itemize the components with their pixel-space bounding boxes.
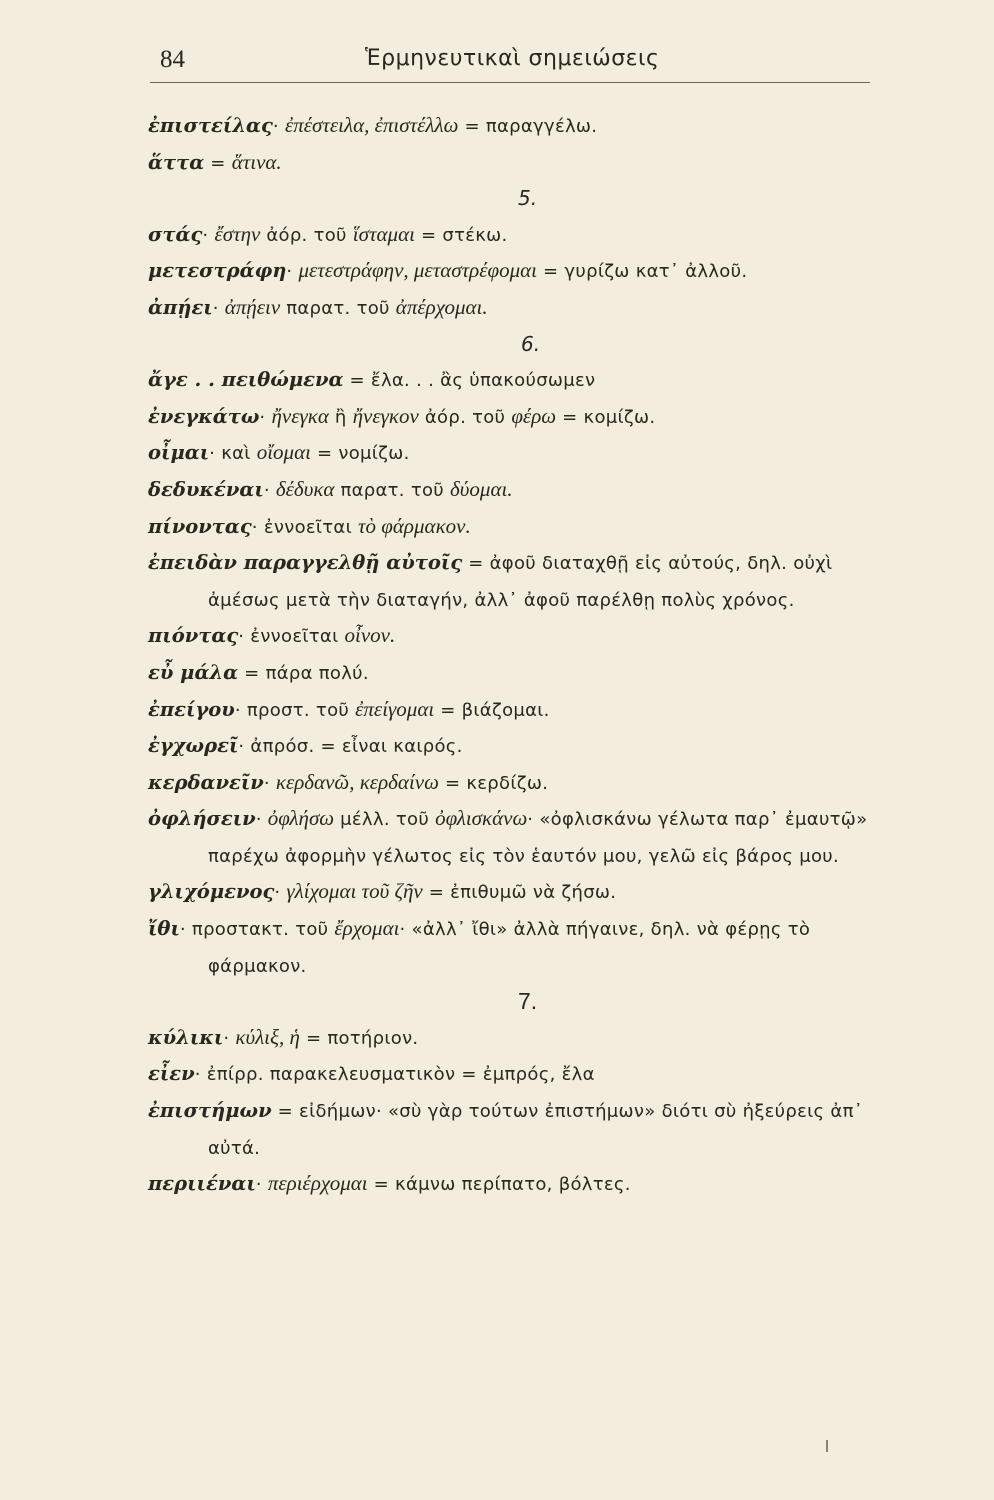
entry-gloss: · ἐπίρρ. παρακελευσματικὸν = ἐμπρός, ἔλα — [194, 1064, 595, 1086]
glossary-entry — [148, 765, 888, 802]
glossary-entry — [148, 728, 888, 765]
entry-gloss: = παραγγέλω. — [458, 116, 598, 137]
entry-greek-form: κερδανῶ, κερδαίνω — [275, 769, 439, 794]
entry-headword: ἀπῄει — [148, 295, 213, 319]
entry-gloss: = κομίζω. — [556, 406, 656, 428]
entry-gloss: παρατ. τοῦ — [334, 479, 451, 501]
entry-gloss: = νομίζω. — [310, 443, 410, 465]
entry-gloss: παρατ. τοῦ — [280, 297, 396, 319]
entry-headword: εἶεν — [148, 1062, 195, 1086]
entry-headword: κερδανεῖν — [148, 770, 264, 794]
glossary-entry — [148, 618, 888, 655]
entry-headword: ἐπείγου — [148, 697, 235, 721]
entry-gloss: · καὶ — [209, 443, 257, 465]
entry-greek-form: ὀφλήσω — [267, 806, 335, 831]
entry-gloss: = εἰδήμων· «σὺ γὰρ τούτων ἐπιστήμων» διότι σὺ ἠξεύρεις ἀπ᾽ αὐτά. — [208, 1101, 864, 1159]
entry-gloss: = γυρίζω κατ᾽ ἀλλοῦ. — [537, 261, 748, 283]
entry-headword: ἐπιστήμων — [148, 1099, 272, 1123]
glossary-entry — [148, 1056, 888, 1093]
entry-gloss: · — [212, 297, 225, 319]
entry-gloss: · ἀπρόσ. = εἶναι καιρός. — [238, 736, 463, 758]
glossary-entry — [148, 253, 888, 290]
page-number: 84 — [160, 46, 185, 73]
entry-greek-form: μετεστράφην, μεταστρέφομαι — [298, 258, 537, 283]
entry-gloss: = ἐπιθυμῶ νὰ ζήσω. — [422, 882, 617, 904]
entry-gloss: · — [259, 406, 272, 428]
entry-gloss: · — [286, 261, 299, 283]
glossary-entry — [148, 509, 888, 546]
entry-gloss: · — [263, 772, 276, 794]
entry-headword: ἐνεγκάτω — [148, 404, 260, 428]
glossary-entry — [148, 1166, 888, 1203]
entry-gloss: = ἀφοῦ διαταχθῇ εἰς αὐτούς, δηλ. οὐχὶ ἀμέσως μετὰ τὴν διαταγήν, ἀλλ᾽ ἀφοῦ παρέλθῃ πολὺς χρόνος. — [208, 553, 833, 611]
page-header — [150, 42, 870, 83]
glossary-entry — [148, 545, 888, 618]
entry-headword: πίνοντας — [148, 514, 252, 538]
entry-greek-form: οἶνον. — [344, 623, 396, 648]
entry-greek-form: ἀπέρχομαι. — [395, 294, 488, 319]
glossary-body — [148, 108, 888, 1203]
entry-greek-form: ἔστην — [214, 221, 261, 246]
entry-gloss: · ἐννοεῖται — [251, 516, 359, 538]
entry-gloss: · — [255, 809, 268, 831]
entry-headword: πιόντας — [148, 624, 239, 648]
entry-gloss: · — [223, 1027, 236, 1049]
entry-gloss: = — [204, 152, 232, 174]
entry-greek-form: ἅτινα. — [231, 149, 282, 174]
entry-greek-form: ἀπῄειν — [224, 294, 281, 319]
entry-greek-form: ἐπέστειλα, ἐπιστέλλω — [284, 113, 459, 137]
entry-gloss: μέλλ. τοῦ — [334, 809, 436, 831]
entry-headword: ὀφλήσειν — [148, 807, 256, 831]
entry-gloss: · — [272, 116, 285, 137]
glossary-entry — [148, 362, 888, 399]
entry-headword: ἐγχωρεῖ — [148, 734, 239, 758]
paper-speck — [826, 1440, 828, 1452]
glossary-entry — [148, 217, 888, 254]
glossary-entry — [148, 435, 888, 472]
entry-gloss: ἀόρ. τοῦ — [418, 406, 512, 428]
entry-greek-form: δέδυκα — [275, 476, 335, 501]
entry-headword: ἄγε . . πειθώμενα — [148, 368, 344, 392]
glossary-entry — [148, 399, 888, 436]
entry-greek-form: γλίχομαι τοῦ ζῆν — [286, 879, 423, 904]
entry-gloss: = πάρα πολύ. — [238, 662, 369, 684]
entry-gloss: · προστακτ. τοῦ — [179, 919, 335, 941]
entry-gloss: · «ἀλλ᾽ ἴθι» ἀλλὰ πήγαινε, δηλ. νὰ φέρῃς τὸ φάρμακον. — [208, 919, 811, 977]
glossary-entry — [148, 1020, 888, 1057]
glossary-entry — [148, 108, 888, 145]
glossary-entry — [148, 145, 888, 182]
entry-gloss: · «ὀφλισκάνω γέλωτα παρ᾽ ἐμαυτῷ» παρέχω ἀφορμὴν γέλωτος εἰς τὸν ἑαυτόν μου, γελῶ εἰς βάρος μου. — [208, 809, 868, 867]
entry-gloss: · ἐννοεῖται — [238, 626, 345, 648]
entry-greek-form: τὸ φάρμακον. — [358, 513, 471, 538]
glossary-entry — [148, 290, 888, 327]
entry-gloss: ἀόρ. τοῦ — [260, 224, 353, 246]
entry-gloss: · — [202, 224, 215, 246]
entry-headword: ἅττα — [148, 150, 205, 174]
entry-gloss: = στέκω. — [414, 224, 508, 246]
entry-gloss: ἢ — [328, 406, 353, 428]
entry-gloss: · — [263, 479, 276, 501]
entry-headword: δεδυκέναι — [148, 477, 264, 501]
entry-gloss: = βιάζομαι. — [434, 699, 550, 721]
entry-headword: μετεστράφη — [148, 259, 287, 283]
entry-gloss: · — [255, 1174, 268, 1196]
glossary-entry — [148, 1093, 888, 1166]
glossary-entry — [148, 874, 888, 911]
entry-headword: ἐπειδὰν παραγγελθῇ αὐτοῖς — [148, 551, 463, 575]
entry-gloss: = ποτήριον. — [299, 1027, 419, 1049]
running-title: Ἑρμηνευτικαὶ σημειώσεις — [365, 46, 660, 71]
entry-headword: ἐπιστείλας — [148, 114, 273, 137]
section-number: 6. — [521, 331, 541, 356]
entry-greek-form: ἔρχομαι — [334, 916, 400, 941]
entry-headword: ἴθι — [148, 917, 180, 941]
entry-gloss: · προστ. τοῦ — [234, 699, 356, 721]
glossary-entry — [148, 472, 888, 509]
entry-gloss: = ἔλα. . . ἂς ὑπακούσωμεν — [343, 370, 596, 392]
entry-gloss: · — [274, 882, 287, 904]
entry-greek-form: οἴομαι — [256, 440, 311, 465]
section-number: 5. — [518, 186, 538, 211]
entry-headword: περιιέναι — [148, 1172, 256, 1196]
entry-greek-form: ὀφλισκάνω — [435, 806, 528, 831]
entry-headword: στάς — [148, 222, 203, 246]
glossary-entry — [148, 801, 888, 874]
glossary-entry — [148, 911, 888, 984]
entry-greek-form: φέρω — [511, 403, 557, 428]
entry-greek-form: ἐπείγομαι — [355, 696, 435, 721]
entry-headword: εὖ μάλα — [148, 660, 239, 684]
entry-greek-form: ἤνεγκα — [271, 403, 329, 428]
entry-headword: γλιχόμενος — [148, 880, 275, 904]
entry-headword: κύλικι — [148, 1025, 224, 1049]
entry-greek-form: κύλιξ, ἡ — [235, 1024, 300, 1049]
entry-greek-form: ἵσταμαι — [352, 221, 415, 246]
entry-gloss: = κερδίζω. — [438, 772, 549, 794]
entry-greek-form: περιέρχομαι — [267, 1171, 368, 1196]
entry-headword: οἶμαι — [148, 441, 210, 465]
entry-greek-form: δύομαι. — [450, 476, 513, 501]
section-number: 7. — [518, 988, 538, 1015]
entry-gloss: = κάμνω περίπατο, βόλτες. — [367, 1174, 631, 1196]
glossary-entry — [148, 692, 888, 729]
entry-greek-form: ἤνεγκον — [352, 403, 419, 428]
glossary-entry — [148, 655, 888, 692]
